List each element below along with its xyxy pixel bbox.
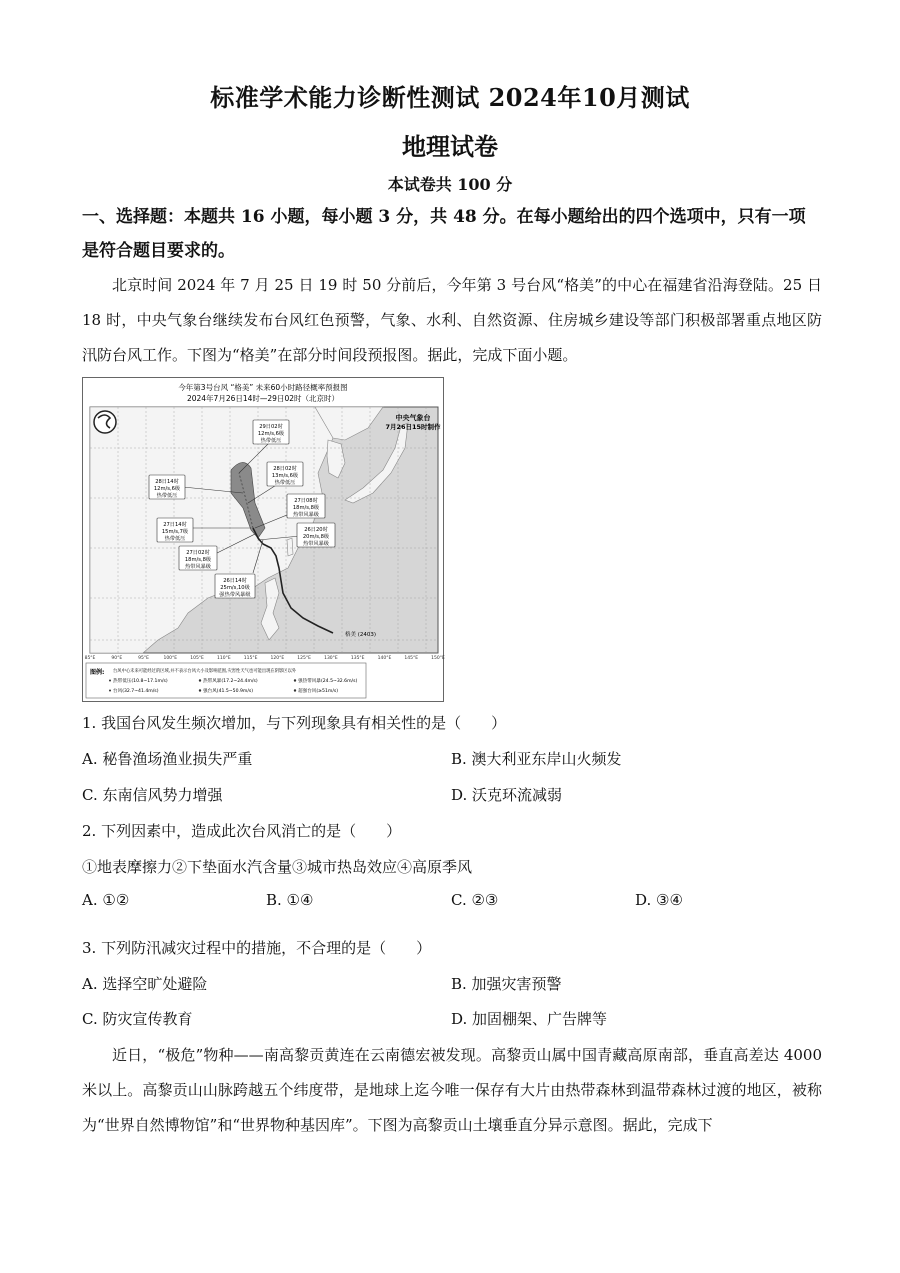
svg-text:12m/s,6级: 12m/s,6级 [257, 431, 285, 437]
svg-text:热带低压: 热带低压 [156, 493, 178, 499]
svg-text:热带低压: 热带低压 [274, 480, 296, 486]
typhoon-forecast-map [82, 377, 444, 702]
longitude-tick-label: 150°E [431, 656, 445, 661]
svg-text:18m/s,8级: 18m/s,8级 [184, 557, 212, 563]
svg-text:强热带风暴级: 强热带风暴级 [219, 592, 251, 598]
legend-note: 台风中心未来可能经过的区域,并不表示台风大小及影响范围,灾害性天气也可能出现在阴影区以外 [113, 669, 297, 674]
svg-text:15m/s,7级: 15m/s,7级 [161, 529, 189, 535]
section-heading-line1: 一、选择题：本题共 16 小题，每小题 3 分，共 48 分。在每小题给出的四个选项中，只有一项 [82, 207, 806, 227]
legend-item: 强热带风暴(24.5~32.6m/s) [298, 679, 358, 684]
map-title-line2: 2024年7月26日14时—29日02时（北京时） [186, 394, 340, 403]
passage-gaoligong: 近日，“极危”物种——南高黎贡黄连在云南德宏被发现。高黎贡山属中国青藏高原南部，垂直高差达 4000 米以上。高黎贡山山脉跨越五个纬度带，是地球上迄今唯一保存有大片由热带森林到温带森林过渡的地区，被称为“世界自然博物馆”和“世界物种基因库”。下图为高黎贡山土壤垂直分异示意图。据此，完成下 [82, 1046, 822, 1134]
subject-title: 地理试卷 [402, 132, 498, 161]
forecast-box [157, 518, 193, 542]
section-heading-line2: 是符合题目要求的。 [82, 241, 235, 261]
forecast-box [149, 475, 185, 499]
legend-item: 热带风暴(17.2~24.4m/s) [203, 679, 258, 684]
question-1-stem: 1. 我国台风发生频次增加，与下列现象具有相关性的是（ ） [82, 714, 507, 732]
question-2-items: ①地表摩擦力②下垫面水汽含量③城市热岛效应④高原季风 [82, 858, 473, 876]
total-score: 本试卷共 100 分 [387, 175, 513, 194]
svg-text:18m/s,8级: 18m/s,8级 [292, 505, 320, 511]
svg-text:13m/s,6级: 13m/s,6级 [271, 473, 299, 479]
q1-option-d[interactable]: D. 沃克环流减弱 [451, 786, 563, 804]
q1-option-a[interactable]: A. 秘鲁渔场渔业损失严重 [82, 750, 253, 768]
typhoon-name-label: 格美 (2403) [345, 632, 377, 638]
section-heading [82, 200, 822, 268]
svg-text:热带风暴级: 热带风暴级 [303, 541, 329, 547]
legend-item: 热带低压(10.8~17.1m/s) [113, 679, 168, 684]
svg-text:28日02时: 28日02时 [273, 466, 297, 472]
q1-option-c[interactable]: C. 东南信风势力增强 [82, 786, 223, 804]
svg-text:28日14时: 28日14时 [155, 479, 179, 485]
q3-option-d[interactable]: D. 加固棚架、广告牌等 [451, 1010, 608, 1028]
svg-text:26日20时: 26日20时 [304, 527, 328, 533]
svg-text:12m/s,6级: 12m/s,6级 [153, 486, 181, 492]
forecast-box [287, 494, 325, 518]
forecast-box [297, 523, 335, 547]
legend-item: 超强台风(≥51m/s) [298, 689, 339, 694]
longitude-tick-label: 95°E [138, 656, 149, 661]
longitude-tick-label: 135°E [350, 656, 365, 661]
longitude-tick-label: 120°E [270, 656, 285, 661]
q3-option-b[interactable]: B. 加强灾害预警 [451, 975, 562, 993]
map-agency: 中央气象台 [395, 414, 431, 422]
svg-text:热带低压: 热带低压 [260, 438, 282, 444]
svg-text:热带风暴级: 热带风暴级 [185, 564, 211, 570]
longitude-tick-label: 100°E [163, 656, 178, 661]
question-2-stem: 2. 下列因素中，造成此次台风消亡的是（ ） [82, 822, 402, 840]
forecast-box [253, 420, 289, 444]
longitude-tick-label: 85°E [84, 656, 96, 661]
longitude-tick-label: 130°E [324, 656, 338, 661]
longitude-tick-label: 105°E [190, 656, 204, 661]
q2-option-c[interactable]: C. ②③ [451, 891, 499, 909]
longitude-ticks [85, 655, 445, 661]
map-title-line1: 今年第3号台风 “格美” 未来60小时路径概率预报图 [178, 383, 348, 392]
q2-option-b[interactable]: B. ①④ [266, 891, 314, 909]
legend-title: 图例: [90, 669, 105, 676]
svg-text:20m/s,8级: 20m/s,8级 [302, 534, 330, 540]
longitude-tick-label: 145°E [404, 656, 419, 661]
legend-item: 台风(32.7~41.4m/s) [113, 689, 159, 694]
svg-text:热带低压: 热带低压 [164, 536, 186, 542]
longitude-tick-label: 140°E [377, 656, 392, 661]
legend-item: 强台风(41.5~50.9m/s) [203, 689, 254, 694]
svg-text:27日08时: 27日08时 [294, 498, 318, 504]
svg-text:27日02时: 27日02时 [186, 550, 210, 556]
q3-option-a[interactable]: A. 选择空旷处避险 [82, 975, 208, 993]
svg-text:热带风暴级: 热带风暴级 [293, 512, 319, 518]
map-issued: 7月26日15时制作 [385, 423, 441, 431]
q2-option-a[interactable]: A. ①② [82, 891, 130, 909]
q1-option-b[interactable]: B. 澳大利亚东岸山火频发 [451, 750, 622, 768]
longitude-tick-label: 110°E [217, 656, 231, 661]
longitude-tick-label: 115°E [243, 656, 258, 661]
svg-text:25m/s,10级: 25m/s,10级 [220, 585, 250, 591]
longitude-tick-label: 90°E [111, 656, 123, 661]
question-3-stem: 3. 下列防汛减灾过程中的措施，不合理的是（ ） [82, 939, 432, 957]
longitude-tick-label: 125°E [297, 656, 311, 661]
svg-text:29日02时: 29日02时 [259, 424, 283, 430]
cma-logo-icon [94, 411, 116, 433]
svg-text:27日14时: 27日14时 [163, 522, 187, 528]
forecast-box [179, 546, 217, 570]
forecast-box [267, 462, 303, 486]
svg-text:26日14时: 26日14时 [223, 578, 247, 584]
q2-option-d[interactable]: D. ③④ [635, 891, 683, 909]
exam-title: 标准学术能力诊断性测试 2024年10月测试 [210, 83, 690, 112]
forecast-box [215, 574, 255, 598]
passage-typhoon: 北京时间 2024 年 7 月 25 日 19 时 50 分前后，今年第 3 号台风“格美”的中心在福建省沿海登陆。25 日 18 时，中央气象台继续发布台风红色预警，气象、水利、自然资源、住房城乡建设等部门积极部署重点地区防汛防台风工作。下图为“格美”在部分时间段预报图。据此，完成下面小题。 [82, 276, 822, 364]
q3-option-c[interactable]: C. 防灾宣传教育 [82, 1010, 193, 1028]
map-legend [86, 663, 366, 698]
